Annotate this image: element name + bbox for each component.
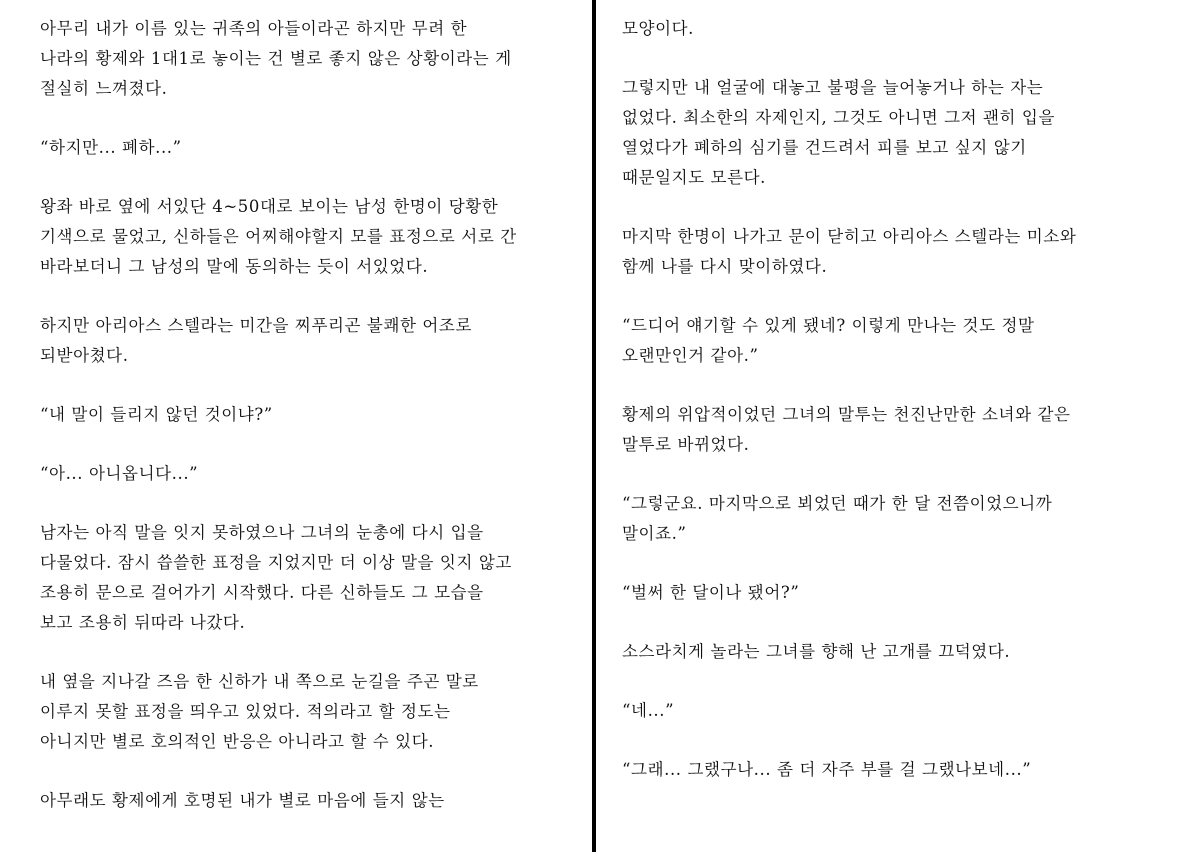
paragraph — [40, 667, 580, 757]
text-line: 절실히 느껴졌다. — [40, 79, 168, 98]
text-line: 그렇지만 내 얼굴에 대놓고 불평을 늘어놓거나 하는 자는 — [622, 78, 1044, 97]
paragraph — [40, 311, 580, 371]
text-line: “내 말이 들리지 않던 것이냐?” — [40, 405, 273, 424]
text-line: 다물었다. 잠시 씁쓸한 표정을 지었지만 더 이상 말을 잇지 않고 — [40, 553, 512, 572]
right-page — [600, 0, 1180, 852]
text-line: 함께 나를 다시 맞이하였다. — [622, 257, 828, 276]
paragraph — [622, 311, 1180, 371]
paragraph — [622, 637, 1180, 667]
text-line: 말이죠.” — [622, 524, 687, 543]
paragraph — [622, 696, 1180, 726]
text-line: 바라보더니 그 남성의 말에 동의하는 듯이 서있었다. — [40, 257, 429, 276]
text-line: 조용히 문으로 걸어가기 시작했다. 다른 신하들도 그 모습을 — [40, 583, 484, 602]
paragraph — [622, 73, 1180, 193]
paragraph — [40, 786, 580, 816]
text-line: “벌써 한 달이나 됐어?” — [622, 583, 800, 602]
text-line: 말투로 바뀌었다. — [622, 435, 750, 454]
text-line: 마지막 한명이 나가고 문이 닫히고 아리아스 스텔라는 미소와 — [622, 227, 1077, 246]
text-line: “그렇군요. 마지막으로 뵈었던 때가 한 달 전쯤이었으니까 — [622, 494, 1053, 513]
paragraph — [622, 222, 1180, 282]
paragraph — [622, 400, 1180, 460]
left-page — [0, 0, 580, 852]
text-line: “그래... 그랬구나... 좀 더 자주 부를 걸 그랬나보네...” — [622, 760, 1032, 779]
text-line: “하지만... 폐하...” — [40, 138, 182, 157]
text-line: “네...” — [622, 701, 675, 720]
text-line: 소스라치게 놀라는 그녀를 향해 난 고개를 끄덕였다. — [622, 642, 1011, 661]
text-line: 오랜만인거 같아.” — [622, 346, 759, 365]
text-line: 이루지 못할 표정을 띄우고 있었다. 적의라고 할 정도는 — [40, 702, 451, 721]
paragraph — [622, 489, 1180, 549]
text-line: 열었다가 폐하의 심기를 건드려서 피를 보고 싶지 않기 — [622, 138, 1027, 157]
text-line: 아무리 내가 이름 있는 귀족의 아들이라곤 하지만 무려 한 — [40, 19, 468, 38]
text-line: “아... 아니옵니다...” — [40, 464, 199, 483]
text-line: 기색으로 물었고, 신하들은 어찌해야할지 모를 표정으로 서로 간 — [40, 227, 517, 246]
text-line: 남자는 아직 말을 잇지 못하였으나 그녀의 눈총에 다시 입을 — [40, 523, 484, 542]
paragraph — [622, 755, 1180, 785]
text-line: 황제의 위압적이었던 그녀의 말투는 천진난만한 소녀와 같은 — [622, 405, 1071, 424]
text-line: 보고 조용히 뒤따라 나갔다. — [40, 613, 246, 632]
paragraph — [40, 133, 580, 163]
paragraph — [40, 14, 580, 104]
paragraph — [40, 192, 580, 282]
text-line: 하지만 아리아스 스텔라는 미간을 찌푸리곤 불쾌한 어조로 — [40, 316, 473, 335]
text-line: 때문일지도 모른다. — [622, 168, 767, 187]
paragraph — [40, 400, 580, 430]
page-divider — [592, 0, 596, 852]
text-line: 되받아쳤다. — [40, 346, 129, 365]
text-line: 없었다. 최소한의 자제인지, 그것도 아니면 그저 괜히 입을 — [622, 108, 1056, 127]
text-line: 모양이다. — [622, 19, 695, 38]
paragraph — [622, 14, 1180, 44]
text-line: 아무래도 황제에게 호명된 내가 별로 마음에 들지 않는 — [40, 791, 445, 810]
paragraph — [40, 459, 580, 489]
text-line: 왕좌 바로 옆에 서있단 4~50대로 보이는 남성 한명이 당황한 — [40, 197, 499, 216]
text-line: “드디어 얘기할 수 있게 됐네? 이렇게 만나는 것도 정말 — [622, 316, 1035, 335]
paragraph — [40, 518, 580, 638]
text-line: 아니지만 별로 호의적인 반응은 아니라고 할 수 있다. — [40, 732, 435, 751]
paragraph — [622, 578, 1180, 608]
text-line: 내 옆을 지나갈 즈음 한 신하가 내 쪽으로 눈길을 주곤 말로 — [40, 672, 479, 691]
text-line: 나라의 황제와 1대1로 놓이는 건 별로 좋지 않은 상황이라는 게 — [40, 49, 512, 68]
